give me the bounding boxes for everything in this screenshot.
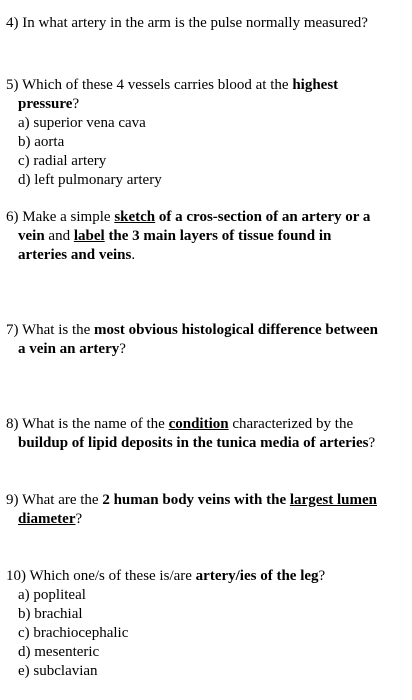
question-7-text-line-1: 7) What is the most obvious histological difference between: [6, 322, 378, 338]
question-10-option-b: b) brachial: [18, 606, 83, 622]
question-5-option-d: d) left pulmonary artery: [18, 172, 162, 188]
question-5-option-a: a) superior vena cava: [18, 115, 146, 131]
question-10-option-d: d) mesenteric: [18, 644, 100, 660]
question-5: [6, 76, 408, 190]
question-9: [6, 491, 408, 529]
question-6-text-line-2: vein and label the 3 main layers of tissue found in: [18, 228, 332, 244]
question-10: [6, 567, 408, 681]
question-6-text-line-3: arteries and veins.: [18, 247, 136, 263]
question-5-text-line-1: 5) Which of these 4 vessels carries blood at the highest: [6, 77, 339, 93]
question-8-text-line-1: 8) What is the name of the condition characterized by the: [6, 416, 354, 432]
question-6-text-line-1: 6) Make a simple sketch of a cros-section of an artery or a: [6, 209, 371, 225]
question-10-option-e: e) subclavian: [18, 663, 98, 679]
question-4: [6, 14, 408, 33]
question-5-text-line-2: pressure?: [18, 96, 80, 112]
question-9-text-line-1: 9) What are the 2 human body veins with the largest lumen: [6, 492, 377, 508]
question-6: [6, 208, 408, 265]
question-4-text: 4) In what artery in the arm is the pulse normally measured?: [6, 15, 368, 31]
question-10-option-a: a) popliteal: [18, 587, 86, 603]
question-10-option-c: c) brachiocephalic: [18, 625, 129, 641]
question-9-text-line-2: diameter?: [18, 511, 83, 527]
question-7: [6, 321, 408, 359]
question-7-text-line-2: a vein an artery?: [18, 341, 126, 357]
question-10-text-line-1: 10) Which one/s of these is/are artery/ies of the leg?: [6, 568, 326, 584]
question-8-text-line-2: buildup of lipid deposits in the tunica media of arteries?: [18, 435, 376, 451]
question-8: [6, 415, 408, 453]
question-5-option-b: b) aorta: [18, 134, 65, 150]
question-5-option-c: c) radial artery: [18, 153, 107, 169]
